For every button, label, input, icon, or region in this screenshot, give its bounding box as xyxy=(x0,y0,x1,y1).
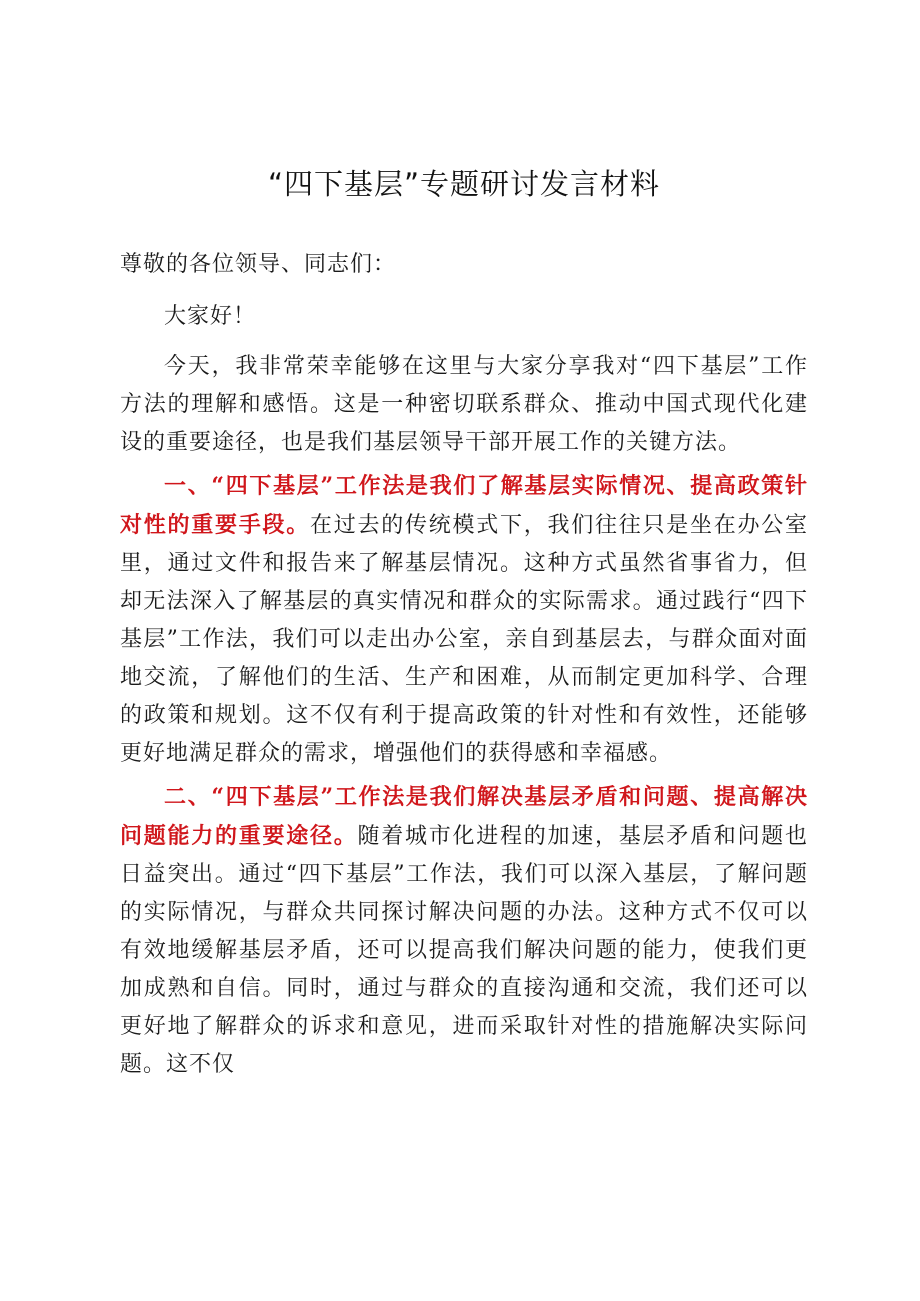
section-one-heading: 一、“四下基层”工作法是我们了解基层实际情况、提高政策针对性的重要手段。 xyxy=(120,473,808,538)
section-two-body: 随着城市化进程的加速，基层矛盾和问题也日益突出。通过“四下基层”工作法，我们可以深入基层，了解问题的实际情况，与群众共同探讨解决问题的办法。这种方式不仅可以有效地缓解基层矛盾，还可以提高我们解决问题的能力，使我们更加成熟和自信。同时，通过与群众的直接沟通和交流，我们还可以更好地了解群众的诉求和意见，进而采取针对性的措施解决实际问题。这不仅 xyxy=(120,824,808,1077)
greeting: 大家好！ xyxy=(164,304,257,329)
intro-paragraph: 今天，我非常荣幸能够在这里与大家分享我对“四下基层”工作方法的理解和感悟。这是一种密切联系群众、推动中国式现代化建设的重要途径，也是我们基层领导干部开展工作的关键方法。 xyxy=(120,354,808,455)
document-title: “四下基层”专题研讨发言材料 xyxy=(267,167,661,201)
section-one-paragraph xyxy=(120,467,808,773)
salutation: 尊敬的各位领导、同志们： xyxy=(120,252,397,277)
section-two-heading: 二、“四下基层”工作法是我们解决基层矛盾和问题、提高解决问题能力的重要途径。 xyxy=(120,784,808,849)
section-two-paragraph xyxy=(120,778,808,1084)
section-one-body: 在过去的传统模式下，我们往往只是坐在办公室里，通过文件和报告来了解基层情况。这种方式虽然省事省力，但却无法深入了解基层的真实情况和群众的实际需求。通过践行“四下基层”工作法，我们可以走出办公室，亲自到基层去，与群众面对面地交流，了解他们的生活、生产和困难，从而制定更加科学、合理的政策和规划。这不仅有利于提高政策的针对性和有效性，还能够更好地满足群众的需求，增强他们的获得感和幸福感。 xyxy=(120,513,808,766)
